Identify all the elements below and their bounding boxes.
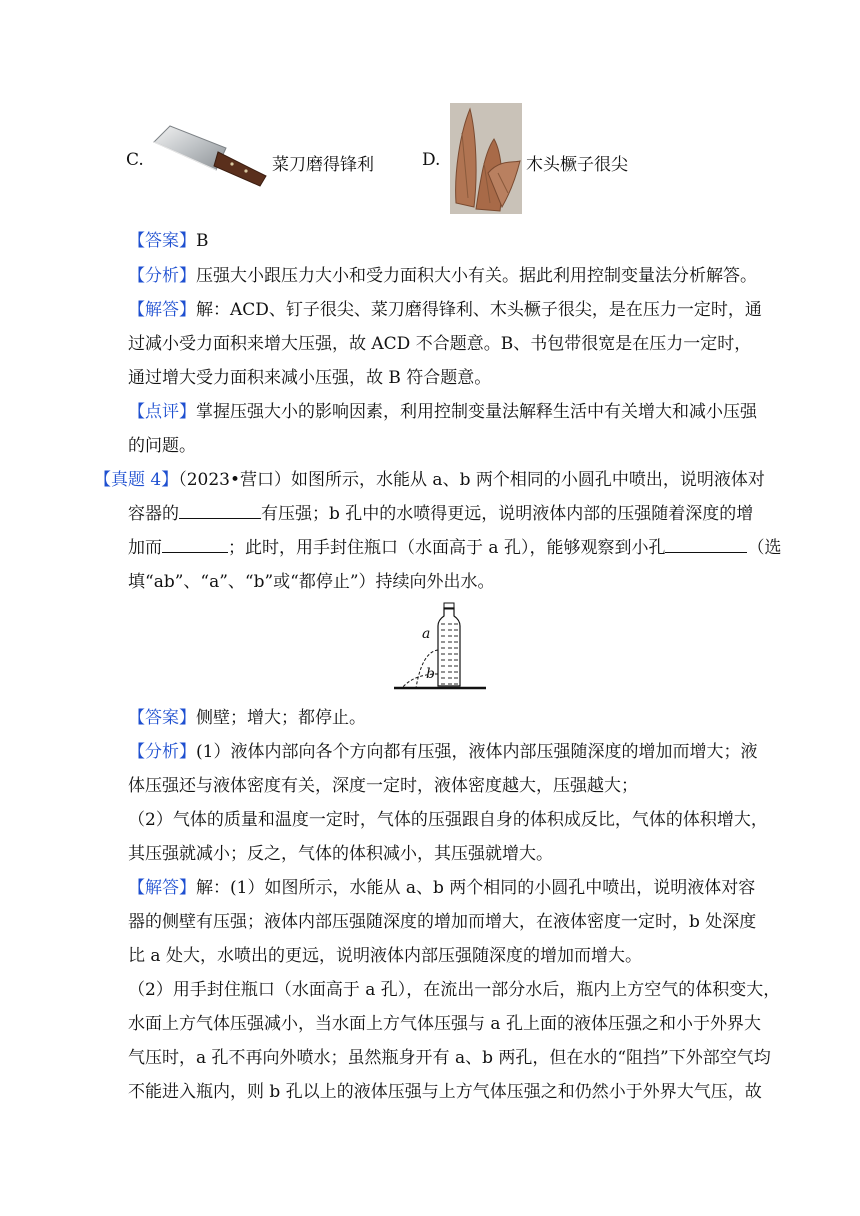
q4-analysis-text-1: (1）液体内部向各个方向都有压强，液体内部压强随深度的增加而增大；液 xyxy=(196,742,758,762)
q4-line-3a: 加而 xyxy=(128,538,162,558)
q3-analysis: 压强大小跟压力大小和受力面积大小有关。据此利用控制变量法分析解答。 xyxy=(196,266,757,286)
q4-solution-line-5: 水面上方气体压强减小，当水面上方气体压强与 a 孔上面的液体压强之和小于外界大 xyxy=(128,1014,761,1034)
q4-question-line-4: 填“ab”、“a”、“b”或“都停止”）持续向外出水。 xyxy=(128,572,495,592)
q4-answer: 侧壁；增大；都停止。 xyxy=(196,708,366,728)
label-a: a xyxy=(422,626,431,642)
wooden-stakes-image xyxy=(450,103,522,214)
q4-question-line-3 xyxy=(128,536,781,560)
q4-solution-line-2: 器的侧壁有压强；液体内部压强随深度的增加而增大，在液体密度一定时，b 处深度 xyxy=(128,912,757,932)
q3-comment-line-1 xyxy=(128,400,757,424)
q4-line-2a: 容器的 xyxy=(128,504,179,524)
q3-analysis-line xyxy=(128,264,757,288)
q3-comment-text-1: 掌握压强大小的影响因素，利用控制变量法解释生活中有关增大和减小压强 xyxy=(196,402,757,422)
q4-solution-line-4: （2）用手封住瓶口（水面高于 a 孔），在流出一部分水后，瓶内上方空气的体积变大， xyxy=(128,980,781,1000)
q3-solution-line-2: 过减小受力面积来增大压强，故 ACD 不合题意。B、书包带很宽是在压力一定时， xyxy=(128,334,752,354)
cleaver-knife-image xyxy=(148,120,270,192)
q4-line-3c: （选 xyxy=(747,538,782,558)
blank-2 xyxy=(162,536,228,553)
q3-answer: B xyxy=(196,231,209,251)
label-b: b xyxy=(426,666,435,682)
q3-solution-line-1 xyxy=(128,298,762,322)
option-c-text: 菜刀磨得锋利 xyxy=(272,155,374,175)
q4-line-3b: ；此时，用手封住瓶口（水面高于 a 孔），能够观察到小孔 xyxy=(228,538,666,558)
blank-1 xyxy=(179,502,261,519)
q4-answer-line xyxy=(128,706,366,730)
q4-question-line-2 xyxy=(128,502,753,526)
q4-analysis-line-2: 体压强还与液体密度有关，深度一定时，液体密度越大，压强越大； xyxy=(128,776,638,796)
option-c-letter: C. xyxy=(126,150,144,170)
q3-solution-text-1: 解：ACD、钉子很尖、菜刀磨得锋利、木头橛子很尖，是在压力一定时，通 xyxy=(196,300,762,320)
q4-analysis-line-3: （2）气体的质量和温度一定时，气体的压强跟自身的体积成反比，气体的体积增大， xyxy=(128,810,768,830)
option-d-letter: D. xyxy=(422,150,441,170)
q4-tag: 【真题 4】 xyxy=(94,470,179,490)
q4-solution-line-1 xyxy=(128,876,755,900)
q3-comment-line-2: 的问题。 xyxy=(128,436,196,456)
q4-analysis-line-1 xyxy=(128,740,757,764)
q3-answer-line xyxy=(128,229,209,253)
q4-solution-line-3: 比 a 处大，水喷出的更远，说明液体内部压强随深度的增加而增大。 xyxy=(128,946,642,966)
solution-tag: 【解答】 xyxy=(128,878,196,898)
q4-question-line-1 xyxy=(94,468,765,492)
answer-tag: 【答案】 xyxy=(128,231,196,251)
bottle-figure xyxy=(392,600,488,692)
q4-analysis-line-4: 其压强就减小；反之，气体的体积减小，其压强就增大。 xyxy=(128,844,553,864)
analysis-tag: 【分析】 xyxy=(128,742,196,762)
blank-3 xyxy=(665,536,747,553)
q4-line-1-text: （2023•营口）如图所示，水能从 a、b 两个相同的小圆孔中喷出，说明液体对 xyxy=(178,470,765,490)
answer-tag: 【答案】 xyxy=(128,708,196,728)
analysis-tag: 【分析】 xyxy=(128,266,196,286)
q4-solution-text-1: 解：(1）如图所示，水能从 a、b 两个相同的小圆孔中喷出，说明液体对容 xyxy=(196,878,756,898)
comment-tag: 【点评】 xyxy=(128,402,196,422)
q3-solution-line-3: 通过增大受力面积来减小压强，故 B 符合题意。 xyxy=(128,368,492,388)
q4-solution-line-7: 不能进入瓶内，则 b 孔以上的液体压强与上方气体压强之和仍然小于外界大气压，故 xyxy=(128,1082,762,1102)
solution-tag: 【解答】 xyxy=(128,300,196,320)
q4-line-2b: 有压强；b 孔中的水喷得更远，说明液体内部的压强随着深度的增 xyxy=(261,504,754,524)
option-d-text: 木头橛子很尖 xyxy=(526,155,628,175)
q4-solution-line-6: 气压时，a 孔不再向外喷水；虽然瓶身开有 a、b 两孔，但在水的“阻挡”下外部空气均 xyxy=(128,1048,771,1068)
